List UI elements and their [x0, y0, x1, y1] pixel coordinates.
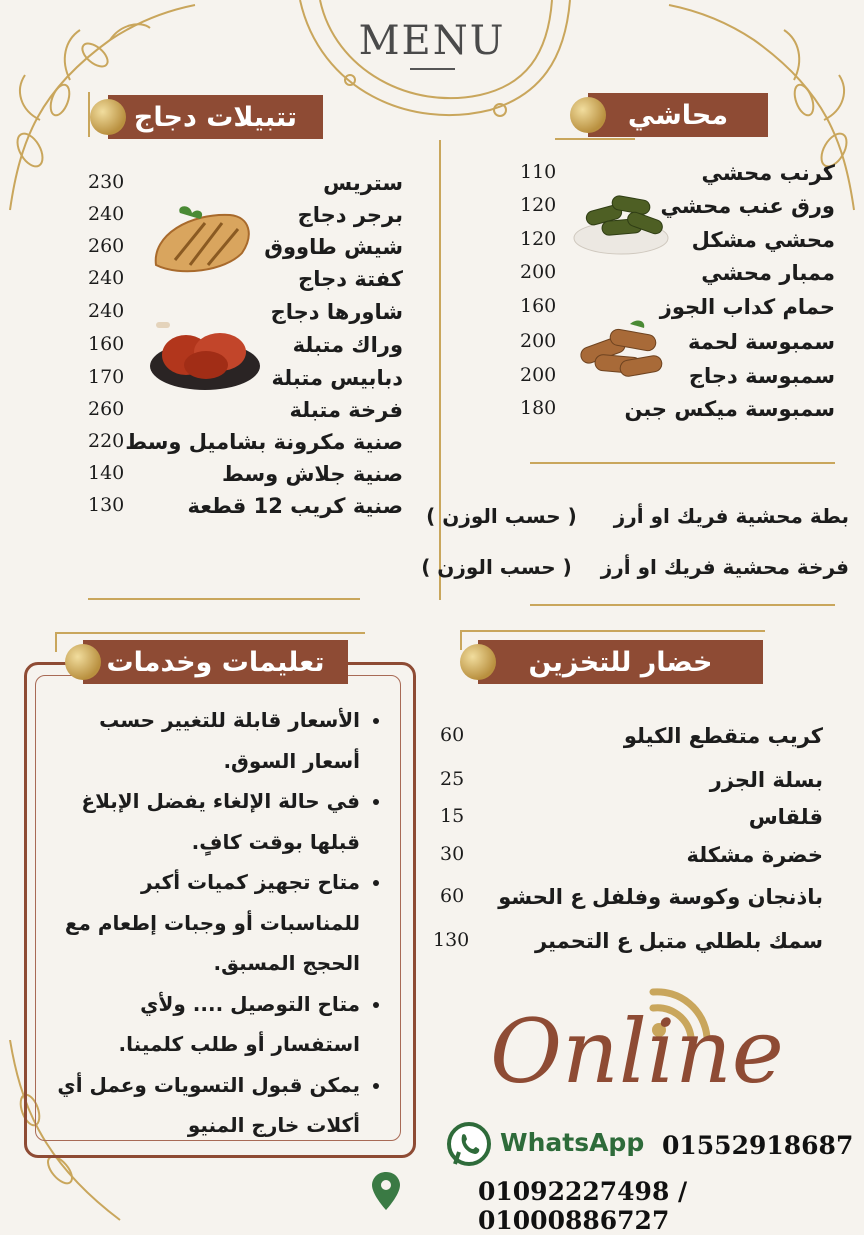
item-price: 180 — [520, 397, 557, 419]
item-price: 160 — [88, 333, 125, 355]
frozen-item — [440, 843, 823, 873]
item-name: حمام كداب الجوز — [659, 295, 835, 319]
item-name: دبابيس متبلة — [271, 366, 403, 390]
mahashi-item — [520, 161, 835, 191]
weighted-item — [421, 555, 849, 589]
item-name: قلقاس — [748, 805, 823, 829]
item-name: سمبوسة ميكس جبن — [624, 397, 835, 421]
mahashi-item — [520, 194, 835, 224]
frozen-banner-line-vertical — [460, 630, 462, 650]
item-price: 15 — [440, 805, 465, 827]
menu-title: MENU — [358, 18, 506, 64]
item-price: 120 — [520, 194, 557, 216]
item-name: صنية جلاش وسط — [221, 462, 403, 486]
item-price: 110 — [520, 161, 557, 183]
whatsapp-number[interactable]: 01552918687 — [662, 1131, 854, 1160]
frozen-item — [440, 885, 823, 915]
item-name: سمبوسة لحمة — [688, 330, 835, 354]
item-price: 120 — [520, 228, 557, 250]
item-name: بسلة الجزر — [709, 768, 823, 792]
item-price: 240 — [88, 300, 125, 322]
item-price: 200 — [520, 364, 557, 386]
weighted-separator — [530, 604, 835, 606]
chicken-item — [88, 430, 403, 460]
item-name: كفتة دجاج — [298, 267, 403, 291]
item-name: شيش طاووق — [264, 235, 403, 259]
chicken-item — [88, 171, 403, 201]
item-name: فرخة متبلة — [289, 398, 403, 422]
mahashi-item — [520, 295, 835, 325]
frozen-section-title: خضار للتخزين — [528, 646, 713, 678]
chicken-item — [88, 494, 403, 524]
item-price: 130 — [88, 494, 125, 516]
note-item: • متاح التوصيل .... ولأي استفسار أو طلب كلمينا. — [50, 984, 360, 1065]
mahashi-banner-line — [555, 138, 635, 140]
item-name: خضرة مشكلة — [686, 843, 823, 867]
grilled-chicken-breast-image — [150, 205, 255, 277]
phone-numbers[interactable]: 01092227498 / 01000886727 — [478, 1177, 688, 1235]
location-pin-icon[interactable] — [370, 1170, 402, 1212]
mombar-sausages-image — [570, 318, 670, 386]
stuffed-grape-leaves-image — [572, 188, 670, 256]
item-price: 60 — [440, 724, 465, 746]
mahashi-item — [520, 364, 835, 394]
item-price: 200 — [520, 261, 557, 283]
frozen-section-banner — [478, 640, 763, 684]
chicken-item — [88, 462, 403, 492]
chicken-separator — [88, 598, 360, 600]
item-name: فرخة محشية فريك او أرز — [600, 555, 849, 579]
frozen-item — [433, 929, 823, 959]
item-price: 30 — [440, 843, 465, 865]
item-price: 230 — [88, 171, 125, 193]
item-price: 170 — [88, 366, 125, 388]
frozen-item — [440, 768, 823, 798]
notes-section-title: تعليمات وخدمات — [106, 646, 325, 678]
notes-banner-line — [55, 632, 365, 634]
note-item: • يمكن قبول التسويات وعمل أي أكلات خارج المنيو — [50, 1065, 360, 1146]
gold-dot-icon — [570, 97, 606, 133]
item-name: كريب متقطع الكيلو — [623, 724, 823, 748]
note-item: • في حالة الإلغاء يفضل الإبلاغ قبلها بوقت كافٍ. — [50, 781, 360, 862]
item-price: 130 — [433, 929, 470, 951]
item-price: 140 — [88, 462, 125, 484]
item-name: محشي مشكل — [691, 228, 835, 252]
whatsapp-icon[interactable] — [445, 1120, 493, 1168]
gold-dot-icon — [90, 99, 126, 135]
mahashi-item — [520, 330, 835, 360]
item-name: باذنجان وكوسة وفلفل ع الحشو — [498, 885, 823, 909]
mahashi-section-title: محاشي — [627, 99, 729, 131]
notes-list — [50, 700, 382, 1146]
item-name: ورق عنب محشي — [660, 194, 835, 218]
item-price: 220 — [88, 430, 125, 452]
chicken-banner-line — [88, 92, 90, 137]
item-price: 260 — [88, 235, 125, 257]
title-underline — [410, 68, 455, 70]
item-price: 60 — [440, 885, 465, 907]
item-note: ( حسب الوزن ) — [426, 504, 577, 528]
weighted-item — [426, 504, 849, 538]
roasted-chicken-legs-image — [148, 310, 263, 392]
frozen-item — [440, 724, 823, 754]
chicken-section-banner — [108, 95, 323, 139]
mahashi-item — [520, 397, 835, 427]
item-name: ممبار محشي — [701, 261, 835, 285]
item-name: شاورها دجاج — [270, 300, 403, 324]
item-name: ستريس — [323, 171, 403, 195]
notes-section-banner — [83, 640, 348, 684]
whatsapp-label[interactable]: WhatsApp — [500, 1128, 645, 1157]
item-price: 240 — [88, 203, 125, 225]
mahashi-item — [520, 261, 835, 291]
item-price: 200 — [520, 330, 557, 352]
item-name: صنية كريب 12 قطعة — [187, 494, 403, 518]
gold-dot-icon — [460, 644, 496, 680]
chicken-item — [88, 398, 403, 428]
item-price: 260 — [88, 398, 125, 420]
mahashi-separator — [530, 462, 835, 464]
item-name: سمك بلطلي متبل ع التحمير — [534, 929, 823, 953]
mahashi-item — [520, 228, 835, 258]
note-item: • متاح تجهيز كميات أكبر للمناسبات أو وجبات إطعام مع الحجج المسبق. — [50, 862, 360, 984]
item-name: وراك متبلة — [292, 333, 403, 357]
item-name: برجر دجاج — [297, 203, 403, 227]
item-price: 25 — [440, 768, 465, 790]
frozen-banner-line — [460, 630, 765, 632]
mahashi-section-banner — [588, 93, 768, 137]
chicken-section-title: تتبيلات دجاج — [133, 101, 298, 133]
item-name: بطة محشية فريك او أرز — [613, 504, 849, 528]
item-price: 240 — [88, 267, 125, 289]
online-label: Online — [490, 1000, 784, 1103]
item-name: صنية مكرونة بشاميل وسط — [125, 430, 403, 454]
frozen-item — [440, 805, 823, 835]
item-name: سمبوسة دجاج — [688, 364, 835, 388]
item-note: ( حسب الوزن ) — [421, 555, 572, 579]
notes-banner-line-vertical — [55, 632, 57, 652]
item-price: 160 — [520, 295, 557, 317]
note-item: • الأسعار قابلة للتغيير حسب أسعار السوق. — [50, 700, 360, 781]
gold-dot-icon — [65, 644, 101, 680]
item-name: كرنب محشي — [701, 161, 835, 185]
